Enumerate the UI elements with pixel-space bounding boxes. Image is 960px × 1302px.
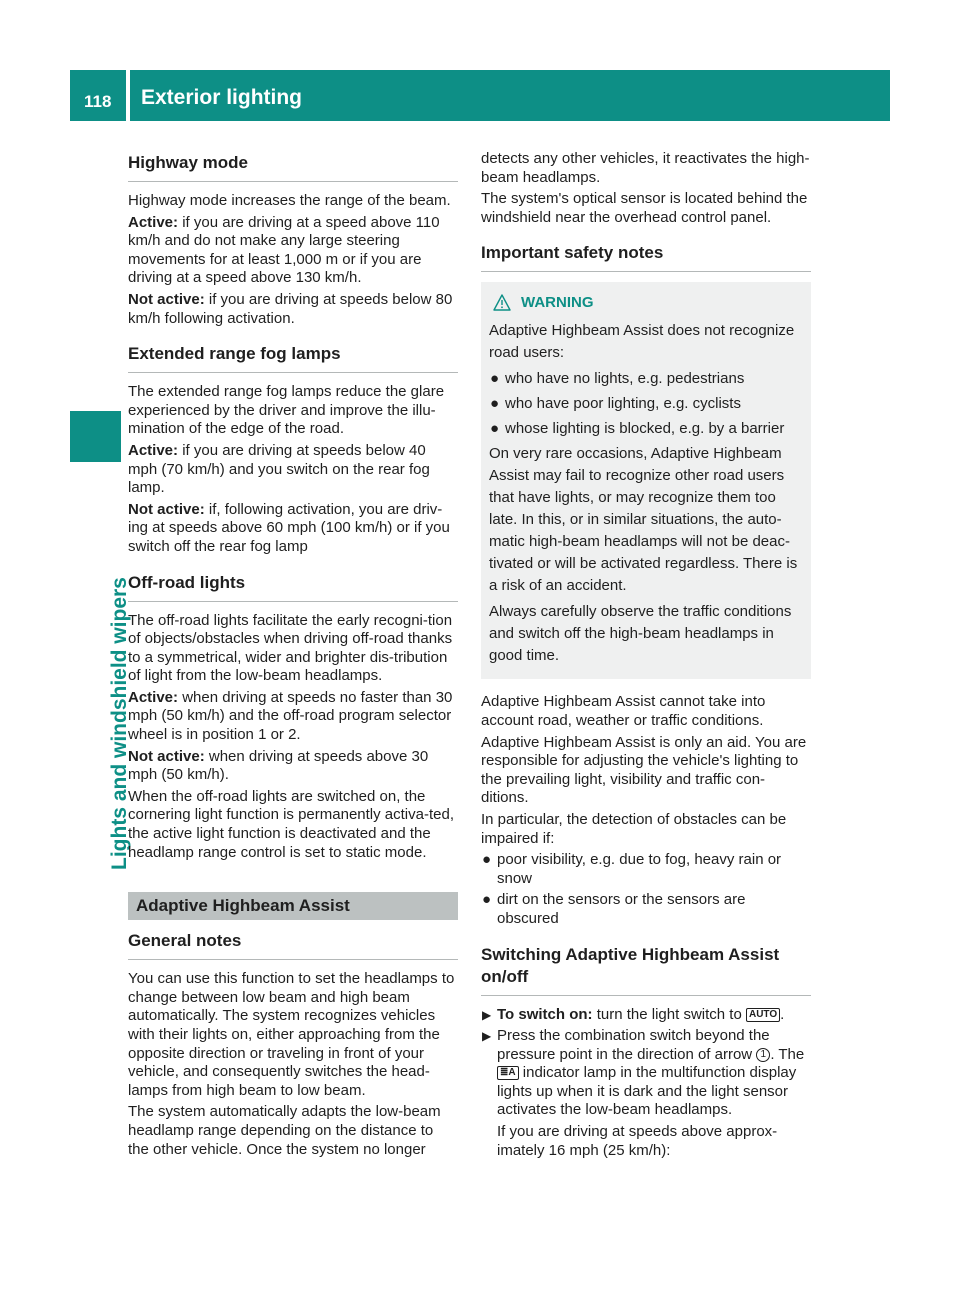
fog-active: Active: if you are driving at speeds below 40 mph (70 km/h) and you switch on the rear fog lamp. [128, 441, 430, 497]
bullet-icon: ● [482, 851, 492, 869]
warning-para-1: On very rare occasions, Adaptive Highbeam Assist may fail to recognize other road users that have lights, or may recognize them too late. In this, or in similar situations, the auto-matic high-beam headlamps will not be deac-tivated or will be activated regardless. There is a risk of an accident. [489, 445, 798, 595]
warning-title: WARNING [521, 294, 594, 312]
highbeam-assist-lamp-icon: ≣A [497, 1066, 519, 1080]
warning-para-2: Always carefully observe the traffic conditions and switch off the high-beam headlamps in good time. [489, 603, 792, 665]
page-number: 118 [84, 92, 112, 111]
warning-header [489, 294, 803, 311]
right-column [481, 150, 811, 1163]
heading-switching: Switching Adaptive Highbeam Assist on/off [481, 944, 811, 996]
left-column [128, 150, 458, 1162]
warning-list [489, 368, 803, 440]
offroad-active: Active: when driving at speeds no faster than 30 mph (50 km/h) and the off-road program selector wheel is in position 1 or 2. [128, 688, 453, 744]
step-continuation: If you are driving at speeds above approx-imately 16 mph (25 km/h): [497, 1123, 778, 1159]
bullet-icon: ● [482, 891, 492, 909]
impaired-list [481, 851, 811, 928]
heading-fog-lamps: Extended range fog lamps [128, 343, 458, 373]
bullet-icon: ● [490, 420, 500, 438]
step-item: ▶ To switch on: turn the light switch to AUTO . [482, 1005, 785, 1023]
arrow-number-icon: 1 [756, 1048, 770, 1062]
switch-steps [481, 1006, 811, 1121]
warning-triangle-icon [493, 294, 511, 311]
heading-general-notes: General notes [128, 930, 458, 960]
list-item: ● whose lighting is blocked, e.g. by a barrier [489, 418, 803, 440]
heading-offroad-lights: Off-road lights [128, 572, 458, 602]
section-band-title: Adaptive Highbeam Assist [136, 896, 350, 916]
offroad-intro: The off-road lights facilitate the early recogni-tion of objects/obstacles when driving off-road thanks to a symmetrical, wider and brighter dis-tribution of light from the low-beam headlamps. [128, 611, 453, 685]
after-warning-para-3: In particular, the detection of obstacles can be impaired if: [481, 810, 787, 847]
warning-intro: Adaptive Highbeam Assist does not recognize road users: [489, 322, 795, 362]
section-band-adaptive-highbeam [128, 892, 458, 920]
list-item: ● dirt on the sensors or the sensors are obscured [482, 891, 746, 927]
continued-para-1: detects any other vehicles, it reactivates the high-beam headlamps. [481, 150, 810, 186]
list-item: ● who have poor lighting, e.g. cyclists [489, 393, 803, 415]
fog-not-active: Not active: if, following activation, you are driv-ing at speeds above 60 mph (100 km/h) or if you switch off the rear fog lamp [128, 500, 450, 555]
highway-active: Active: if you are driving at a speed above 110 km/h and do not make any large steering movements for at least 1,000 m or if you are driving at a speed above 130 km/h. [128, 213, 440, 287]
auto-light-symbol-icon: AUTO [746, 1008, 780, 1022]
step-arrow-icon: ▶ [482, 1029, 492, 1044]
highway-not-active: Not active: if you are driving at speeds below 80 km/h following activation. [128, 290, 453, 327]
header-divider [126, 70, 130, 121]
list-item: ● who have no lights, e.g. pedestrians [489, 368, 803, 390]
side-tab-label: Lights and windshield wipers [108, 577, 131, 870]
side-tab-block [70, 411, 121, 462]
warning-box [481, 282, 811, 679]
after-warning-para-2: Adaptive Highbeam Assist is only an aid. You are responsible for adjusting the vehicle's lighting to the prevailing light, visibility and traffic con-ditions. [481, 733, 807, 807]
heading-highway-mode: Highway mode [128, 152, 458, 182]
step-arrow-icon: ▶ [482, 1007, 492, 1022]
bullet-icon: ● [490, 370, 500, 388]
highway-intro: Highway mode increases the range of the beam. [128, 192, 451, 209]
general-para-1: You can use this function to set the headlamps to change between low beam and high beam automatically. The system recognizes vehicles with their lights on, either approaching from the opposite direction or traveling in front of your vehicle, and consequently switches the head-lamps from high beam to low beam. [128, 970, 455, 1099]
heading-safety-notes: Important safety notes [481, 242, 811, 272]
offroad-not-active: Not active: when driving at speeds above 30 mph (50 km/h). [128, 747, 429, 784]
list-item: ● poor visibility, e.g. due to fog, heavy rain or snow [482, 851, 782, 887]
after-warning-para-1: Adaptive Highbeam Assist cannot take into account road, weather or traffic conditions. [481, 693, 766, 729]
continued-para-2: The system's optical sensor is located behind the windshield near the overhead control panel. [481, 190, 808, 226]
general-para-2: The system automatically adapts the low-beam headlamp range depending on the distance to the other vehicle. Once the system no longer [128, 1103, 441, 1158]
bullet-icon: ● [490, 395, 500, 413]
page-title: Exterior lighting [141, 86, 303, 109]
offroad-para: When the off-road lights are switched on, the cornering light function is permanently activa-ted, the active light function is deactivated and the headlamp range control is set to static mode. [128, 787, 455, 861]
step-item: ▶ Press the combination switch beyond the pressure point in the direction of arrow 1 . The ≣A indicator lamp in the multifunction display lights up when it is dark and the light sensor activates the low-beam headlamps. [482, 1027, 805, 1119]
fog-intro: The extended range fog lamps reduce the glare experienced by the driver and improve the illu-mination of the edge of the road. [128, 383, 445, 438]
